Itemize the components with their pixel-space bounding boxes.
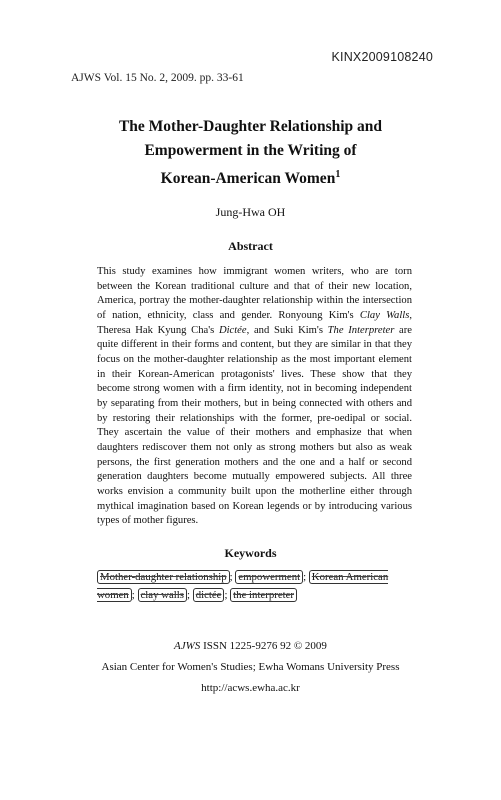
book-title-dictee: Dictée xyxy=(218,324,247,336)
publisher-url[interactable]: http://acws.ewha.ac.kr xyxy=(201,682,300,694)
abstract-part-1: This study examines how immigrant women writers, who are torn between the Korean traditional culture and that of their new location, America, portray the mother-daughter relationship within the intersection of nation, ethnicity, class and gender. Ronyoung Kim's xyxy=(97,266,412,321)
issn-journal: AJWS xyxy=(174,640,201,652)
keyword-item: Mother-daughter relationship xyxy=(97,570,230,584)
author-name: Jung-Hwa OH xyxy=(215,205,286,219)
abstract-text xyxy=(97,265,412,529)
paper-title xyxy=(60,115,441,191)
title-line-3 xyxy=(60,163,441,191)
keyword-item: empowerment xyxy=(235,570,303,584)
journal-reference: AJWS Vol. 15 No. 2, 2009. pp. 33-61 xyxy=(71,72,244,84)
publication-footer xyxy=(0,636,501,699)
keywords-list: Mother-daughter relationship ; empowerment ; Korean American women ; clay walls ; dictée ; the interpreter xyxy=(97,571,389,601)
title-line-1: The Mother-Daughter Relationship and xyxy=(118,118,383,135)
keyword-item: Korean American women xyxy=(97,571,389,601)
keywords-heading: Keywords xyxy=(224,546,277,560)
book-title-the-interpreter: The Interpreter xyxy=(327,324,395,336)
keyword-item: clay walls xyxy=(138,588,187,602)
abstract-heading: Abstract xyxy=(228,239,273,253)
keyword-item: the interpreter xyxy=(230,588,297,602)
title-line-3-text: Korean-American Women xyxy=(160,170,336,188)
issn-number: ISSN 1225-9276 92 © 2009 xyxy=(200,640,327,652)
book-title-clay-walls: Clay Walls xyxy=(359,309,410,321)
publisher-line: Asian Center for Women's Studies; Ewha Womans University Press xyxy=(101,661,400,673)
title-line-2: Empowerment in the Writing of xyxy=(144,142,357,159)
abstract-part-3: , and Suki Kim's xyxy=(246,324,328,336)
keyword-item: dictée xyxy=(193,588,225,602)
title-footnote-mark: 1 xyxy=(335,169,341,180)
document-id: KINX2009108240 xyxy=(331,50,433,64)
issn-line xyxy=(0,636,501,657)
abstract-part-2: , Theresa Hak Kyung Cha's xyxy=(97,309,412,336)
abstract-part-4: are quite different in their forms and content, but they are similar in that they focus on the mother-daughter relationship as the most important element in their Korean-American protagonists' lives. These show that they become strong women with a firm identity, not in becoming independent by separating from their mothers, but in being connected with others and by restoring their relationships with the former, pre-oedipal or social. They ascertain the value of their mothers and emphasize that when daughters rediscover them not only as strong mothers but also as weak persons, the first generation mothers and the one and a half or second generation daughters become mutually empowered subjects. All three works envision a community built upon the motherline either through mythical imagination based on Korean legends or by introducing various types of mother figures. xyxy=(97,324,412,527)
